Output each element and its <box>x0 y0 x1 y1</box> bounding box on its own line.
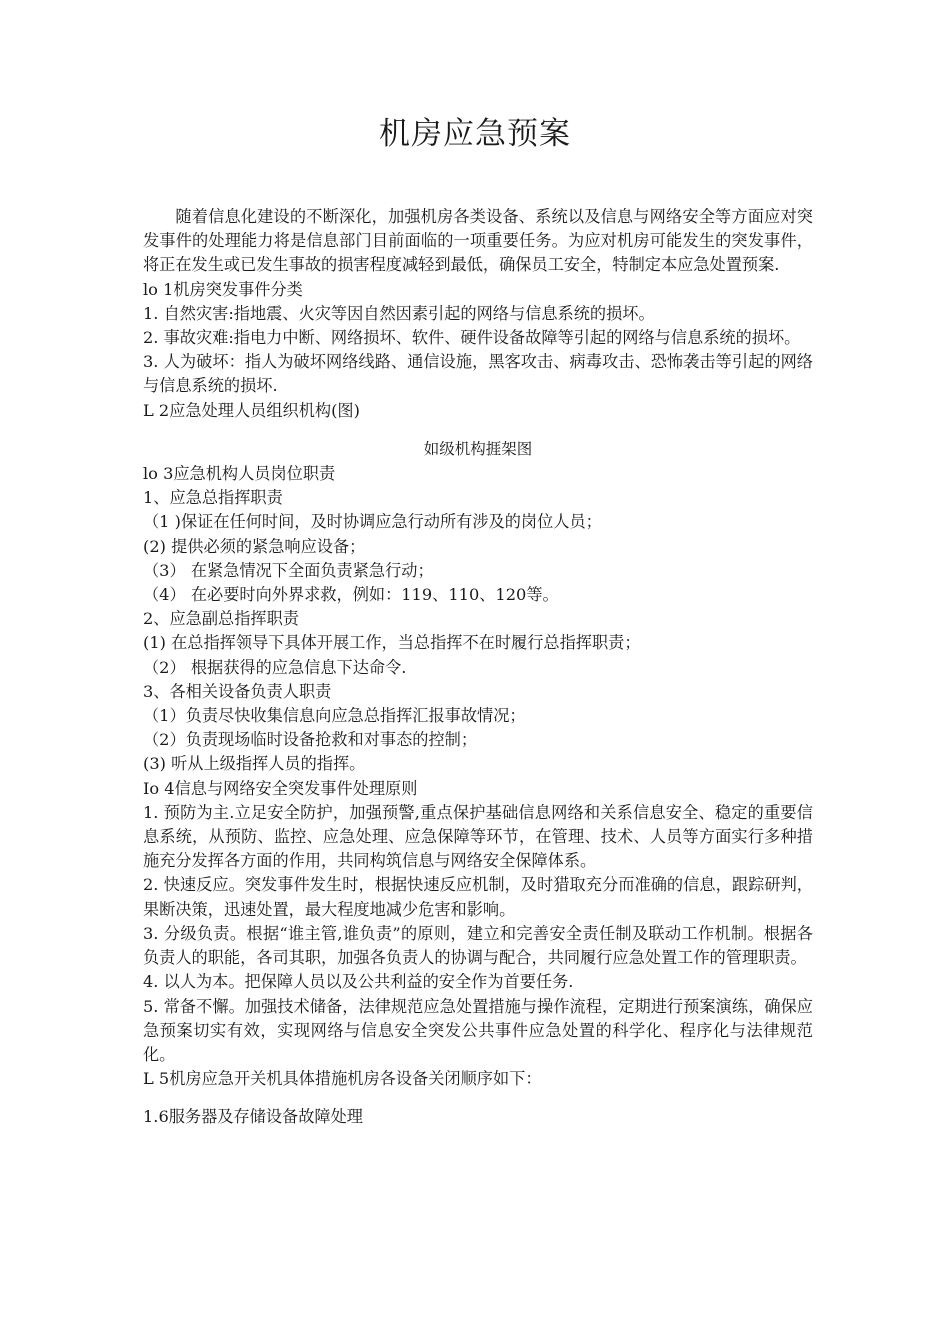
section-3-2-item-1: (1) 在总指挥领导下具体开展工作，当总指挥不在时履行总指挥职责； <box>143 633 641 653</box>
section-3-subheading-1: 1、应急总指挥职责 <box>143 488 283 508</box>
section-4-item-3: 3. 分级负责。根据“谁主管,谁负责”的原则，建立和完善安全责任制及联动工作机制。根据各负责人的职能，各司其职，加强各负责人的协调与配合，共同履行应急处置工作的管理职责。 <box>143 923 813 968</box>
section-1-item-1: 1. 自然灾害:指地震、火灾等因自然因素引起的网络与信息系统的损坏。 <box>143 303 655 323</box>
section-heading-2: L 2应急处理人员组织机构(图) <box>143 400 360 420</box>
section-3-1-item-1: （1 )保证在任何时间，及时协调应急行动所有涉及的岗位人员； <box>143 512 602 532</box>
section-4-item-2: 2. 快速反应。突发事件发生时，根据快速反应机制，及时猎取充分而准确的信息，跟踪研判，果断决策，迅速处置，最大程度地减少危害和影响。 <box>143 875 813 919</box>
document-body <box>143 205 813 1130</box>
section-3-1-item-4: （4） 在必要时向外界求救，例如：119、110、120等。 <box>143 585 559 605</box>
section-1-item-2: 2. 事故灾难:指电力中断、网络损坏、软件、硬件设备故障等引起的网络与信息系统的损坏。 <box>143 328 801 348</box>
section-4-item-1: 1. 预防为主.立足安全防护，加强预警,重点保护基础信息网络和关系信息安全、稳定的重要信息系统，从预防、监控、应急处理、应急保障等环节，在管理、技术、人员等方面实行多种措施充分发挥各方面的作用，共同构筑信息与网络安全保障体系。 <box>143 802 813 871</box>
section-heading-3: lo 3应急机构人员岗位职责 <box>143 464 336 484</box>
section-3-2-item-2: （2） 根据获得的应急信息下达命令. <box>143 657 407 677</box>
section-3-3-item-1: （1）负责尽快收集信息向应急总指挥汇报事故情况； <box>143 706 526 726</box>
section-3-1-item-3: （3） 在紧急情况下全面负责紧急行动； <box>143 560 434 580</box>
figure-caption: 如级机构捱架图 <box>423 439 533 458</box>
section-1-item-3: 3. 人为破坏：指人为破坏网络线路、通信设施，黑客攻击、病毒攻击、恐怖袭击等引起的网络与信息系统的损坏. <box>143 352 813 396</box>
section-3-subheading-2: 2、应急副总指挥职责 <box>143 609 299 629</box>
section-heading-4: Io 4信息与网络安全突发事件处理原则 <box>143 778 418 798</box>
section-heading-5: L 5机房应急开关机具体措施机房各设备关闭顺序如下： <box>143 1069 542 1089</box>
section-3-3-item-2: （2）负责现场临时设备抢救和对事态的控制； <box>143 730 478 750</box>
section-3-1-item-2: (2) 提供必须的紧急响应设备； <box>143 536 366 556</box>
section-3-subheading-3: 3、各相关设备负责人职责 <box>143 681 332 701</box>
document-title: 机房应急预案 <box>379 116 571 152</box>
section-4-item-5: 5. 常备不懈。加强技术储备，法律规范应急处置措施与操作流程，定期进行预案演练，确保应急预案切实有效，实现网络与信息安全突发公共事件应急处置的科学化、程序化与法律规范化。 <box>143 996 813 1064</box>
intro-paragraph: 随着信息化建设的不断深化，加强机房各类设备、系统以及信息与网络安全等方面应对突发事件的处理能力将是信息部门目前面临的一项重要任务。为应对机房可能发生的突发事件，将正在发生或已发生事故的损害程度减轻到最低，确保员工安全，特制定本应急处置预案. <box>143 207 813 275</box>
section-heading-1: lo 1机房突发事件分类 <box>143 279 303 299</box>
section-3-3-item-3: (3) 听从上级指挥人员的指挥。 <box>143 754 366 774</box>
section-4-item-4: 4. 以人为本。把保障人员以及公共利益的安全作为首要任务. <box>143 972 574 992</box>
section-heading-6: 1.6服务器及存储设备故障处理 <box>143 1107 363 1127</box>
